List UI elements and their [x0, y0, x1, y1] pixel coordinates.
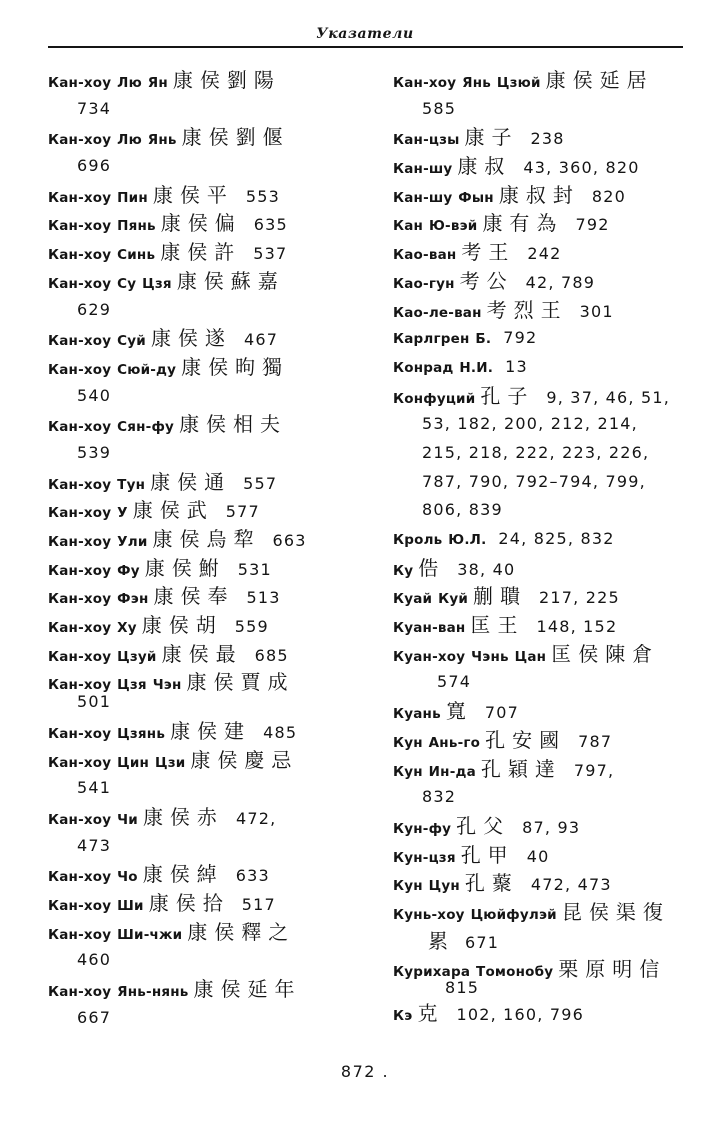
index-entry [393, 353, 693, 382]
entry-name: Кунь-хоу Цюйфулэй [393, 906, 557, 923]
entry-pages: 539 [77, 442, 112, 462]
entry-name: Кан-хоу Чи [48, 811, 138, 828]
entry-pages: 537 [253, 244, 288, 264]
index-entry [48, 582, 348, 611]
entry-pages: 707 [484, 703, 519, 723]
entry-pages: 238 [530, 129, 565, 149]
entry-pages: 13 [505, 356, 528, 376]
entry-name: Кан-хоу Фэн [48, 591, 149, 608]
entry-hanzi: 康有為 [482, 211, 564, 236]
entry-name: Конрад Н.И. [393, 359, 494, 376]
index-entry [48, 209, 348, 238]
entry-pages: 473 [77, 835, 112, 855]
entry-hanzi: 匡王 [470, 613, 525, 638]
entry-hanzi: 孔父 [456, 813, 511, 838]
entry-name: Кун Цун [393, 878, 460, 895]
entry-hanzi: 康叔封 [498, 182, 580, 207]
entry-pages: 217, 225 [539, 588, 620, 608]
index-entry [48, 496, 348, 525]
entry-hanzi: 康侯劉偃 [181, 125, 290, 150]
entry-hanzi: 康侯武 [132, 498, 214, 523]
entry-name: Кан-хоу Цзянь [48, 725, 166, 742]
entry-pages: 574 [437, 672, 472, 692]
entry-name: Кан-хоу Ши-чжи [48, 926, 183, 943]
index-entry [393, 525, 693, 554]
index-entry [48, 746, 348, 803]
index-entry [393, 296, 693, 325]
entry-pages: 472, [235, 808, 277, 828]
entry-pages: 43, 360, 820 [523, 158, 640, 178]
entry-hanzi: 蒯聵 [473, 584, 527, 609]
entry-name: Као-ван [393, 247, 457, 264]
entry-hanzi: 考公 [459, 268, 514, 293]
entry-name: Кан-хоу Чо [48, 869, 138, 886]
entry-hanzi: 栗原明信 [558, 957, 667, 982]
entry-name: Кан-хоу Лю Ян [48, 75, 168, 91]
entry-name: Куань [393, 706, 441, 723]
entry-pages: 148, 152 [536, 617, 618, 637]
entry-hanzi: 康子 [464, 125, 519, 150]
entry-name: Кан-хоу Цзя Чэн [48, 677, 182, 694]
index-entry [393, 209, 693, 238]
entry-pages: 553 [245, 186, 280, 206]
index-entry [393, 324, 693, 353]
index-entry [48, 525, 348, 554]
entry-name: Кан-шу Фын [393, 189, 494, 206]
index-entry [393, 726, 693, 755]
entry-hanzi: 寬 [445, 699, 473, 724]
entry-name: Кун-цзя [393, 849, 456, 866]
entry-hanzi: 康侯延年 [193, 977, 302, 1001]
entry-pages: 460 [77, 950, 112, 970]
entry-name: Кан-хоу Ули [48, 534, 148, 550]
index-entry [393, 812, 693, 841]
entry-name: Кан-хоу Ши [48, 897, 144, 914]
entry-pages: 215, 218, 222, 223, 226, [422, 442, 650, 462]
entry-name: Кан-цзы [393, 132, 460, 149]
entry-hanzi: 俈 [418, 555, 446, 580]
entry-name: Кан-хоу Су Цзя [48, 275, 172, 292]
entry-pages: 577 [225, 502, 260, 522]
index-entry [48, 889, 348, 918]
index-entry [393, 238, 693, 267]
entry-name: Ку [393, 562, 414, 579]
entry-name: Кан-хоу Цин Цзи [48, 754, 186, 771]
entry-name: Кан-хоу Синь [48, 247, 156, 264]
entry-pages: 734 [77, 98, 112, 118]
entry-pages: 517 [241, 894, 276, 914]
entry-hanzi: 康侯綽 [142, 862, 224, 887]
entry-pages: 87, 93 [522, 817, 581, 837]
index-entry [393, 841, 693, 870]
entry-hanzi: 康侯烏犂 [152, 527, 261, 551]
entry-pages: 9, 37, 46, 51, [546, 387, 671, 407]
entry-hanzi: 康侯賈成 [186, 670, 295, 695]
entry-hanzi: 康侯遂 [150, 326, 232, 351]
entry-hanzi: 康侯胡 [141, 613, 223, 638]
entry-hanzi: 康侯通 [150, 469, 232, 494]
index-entry [393, 123, 693, 152]
entry-hanzi: 康侯偏 [160, 211, 242, 236]
index-entry [393, 755, 693, 812]
entry-name: Кан-хоу Тун [48, 476, 146, 493]
entry-pages: 24, 825, 832 [498, 529, 615, 548]
entry-name: Кан-хоу Пянь [48, 218, 156, 235]
entry-pages: 40 [526, 846, 550, 866]
entry-pages: 540 [77, 385, 112, 405]
entry-hanzi: 孔安國 [485, 727, 567, 752]
entry-name: Кан-шу [393, 161, 453, 178]
entry-pages: 635 [253, 215, 288, 235]
entry-hanzi: 匡侯陳倉 [551, 641, 660, 666]
index-entry [48, 803, 348, 860]
entry-hanzi: 孔藂 [464, 871, 519, 896]
entry-name: Кан Ю-вэй [393, 218, 478, 235]
entry-name: Кроль Ю.Л. [393, 532, 487, 548]
entry-name: Кун Ин-да [393, 763, 476, 780]
entry-name: Карлгрен Б. [393, 331, 492, 348]
entry-pages: 53, 182, 200, 212, 214, [422, 414, 638, 434]
entry-pages: 671 [465, 932, 500, 952]
entry-hanzi: 考王 [461, 240, 516, 265]
entry-hanzi: 康叔 [457, 154, 512, 179]
index-entry [48, 975, 348, 1032]
entry-pages: 501 [77, 692, 112, 712]
index-entry [393, 955, 693, 1003]
entry-pages: 832 [422, 787, 457, 807]
header-rule [48, 46, 683, 48]
entry-hanzi: 孔甲 [460, 842, 515, 867]
entry-hanzi: 昆侯渠復 [561, 899, 670, 924]
entry-hanzi: 康侯昫獨 [181, 354, 290, 379]
index-entry [393, 898, 693, 955]
index-entry [48, 353, 348, 410]
entry-pages: 815 [445, 978, 480, 998]
index-entry [48, 181, 348, 210]
index-entry [48, 324, 348, 353]
entry-name: Кан-хоу Сян-фу [48, 419, 175, 436]
entry-hanzi: 康侯延居 [545, 68, 654, 92]
entry-hanzi-continuation: 累 [428, 928, 455, 953]
index-entry [393, 181, 693, 210]
entry-pages: 585 [422, 98, 457, 118]
index-entry [393, 640, 693, 697]
entry-pages: 467 [243, 330, 279, 350]
index-entry [393, 697, 693, 726]
page-number: 872 . [340, 1062, 390, 1081]
running-header: Указатели [316, 26, 414, 42]
entry-pages: 667 [77, 1007, 112, 1027]
entry-name: Кан-хоу Ху [48, 620, 137, 637]
entry-hanzi: 康侯鮒 [144, 555, 226, 580]
entry-hanzi: 康侯奉 [153, 584, 235, 609]
entry-hanzi: 康侯釋之 [187, 919, 296, 944]
entry-name: Кан-хоу Янь-нянь [48, 984, 189, 1000]
entry-pages: 685 [254, 645, 289, 665]
entry-hanzi: 康侯拾 [148, 890, 230, 915]
entry-pages: 102, 160, 796 [456, 1005, 584, 1025]
entry-hanzi: 康侯許 [160, 240, 242, 265]
index-entry [48, 918, 348, 975]
entry-pages: 633 [235, 866, 270, 886]
entry-pages: 472, 473 [530, 875, 612, 895]
entry-hanzi: 康侯最 [161, 641, 243, 666]
index-entry [393, 152, 693, 181]
entry-hanzi: 孔穎達 [480, 756, 562, 781]
index-entry [48, 668, 348, 716]
entry-pages: 797, [573, 760, 615, 780]
index-entry [48, 468, 348, 497]
entry-pages: 301 [579, 301, 614, 321]
index-entry [393, 582, 693, 611]
index-column-right [393, 66, 693, 1028]
index-entry [48, 410, 348, 467]
entry-pages: 531 [237, 559, 272, 579]
entry-pages: 820 [591, 186, 626, 206]
entry-pages: 792 [503, 328, 538, 348]
entry-name: Кан-хоу Лю Янь [48, 132, 177, 149]
entry-pages: 792 [575, 215, 610, 235]
entry-pages: 38, 40 [457, 559, 516, 579]
entry-name: Кун Ань-го [393, 734, 481, 751]
entry-name: Кан-хоу Сюй-ду [48, 361, 177, 378]
index-entry [48, 640, 348, 669]
entry-pages: 629 [77, 299, 112, 319]
entry-pages: 557 [243, 473, 278, 493]
index-entry [393, 66, 693, 123]
entry-hanzi: 康侯赤 [142, 804, 224, 829]
entry-hanzi: 康侯慶忌 [190, 747, 299, 772]
entry-name: Кан-хоу Цзуй [48, 648, 157, 665]
entry-pages: 806, 839 [422, 500, 503, 520]
index-entry [393, 267, 693, 296]
entry-pages: 787, 790, 792–794, 799, [422, 471, 646, 491]
entry-hanzi: 孔子 [480, 383, 535, 408]
entry-hanzi: 康侯蘇嘉 [176, 268, 285, 293]
index-entry [48, 238, 348, 267]
entry-pages: 485 [263, 722, 298, 742]
entry-pages: 242 [527, 244, 562, 264]
entry-name: Као-гун [393, 275, 455, 292]
entry-name: Кан-хоу У [48, 505, 128, 522]
entry-name: Куай Куй [393, 591, 468, 608]
entry-name: Кан-хоу Янь Цзюй [393, 75, 541, 91]
entry-pages: 513 [246, 588, 281, 608]
entry-name: Кан-хоу Суй [48, 333, 146, 350]
index-column-left [48, 66, 348, 1032]
entry-hanzi: 克 [417, 1001, 445, 1026]
entry-pages: 696 [77, 156, 112, 176]
entry-hanzi: 康侯建 [170, 718, 252, 743]
entry-hanzi: 考烈王 [486, 297, 568, 322]
index-entry [48, 860, 348, 889]
entry-name: Кэ [393, 1008, 413, 1025]
index-entry [393, 999, 693, 1028]
index-entry [48, 267, 348, 324]
entry-pages: 663 [272, 531, 307, 550]
entry-name: Куан-хоу Чэнь Цан [393, 648, 547, 665]
index-entry [48, 123, 348, 180]
entry-pages: 787 [578, 731, 613, 751]
index-entry [48, 66, 348, 123]
entry-pages: 541 [77, 778, 112, 798]
index-entry [393, 382, 693, 525]
entry-hanzi: 康侯劉陽 [172, 68, 281, 92]
entry-name: Конфуций [393, 390, 476, 407]
entry-name: Куан-ван [393, 620, 466, 637]
index-entry [48, 554, 348, 583]
entry-pages: 559 [234, 617, 269, 637]
entry-pages: 42, 789 [525, 272, 596, 292]
entry-name: Кан-хоу Фу [48, 562, 140, 579]
entry-name: Курихара Томонобу [393, 964, 554, 981]
index-entry [48, 717, 348, 746]
entry-name: Као-ле-ван [393, 304, 482, 321]
index-entry [393, 869, 693, 898]
entry-hanzi: 康侯平 [152, 182, 234, 207]
index-entry [48, 611, 348, 640]
entry-hanzi: 康侯相夫 [179, 412, 288, 437]
index-entry [393, 554, 693, 583]
index-entry [393, 611, 693, 640]
entry-name: Кун-фу [393, 820, 452, 837]
entry-name: Кан-хоу Пин [48, 189, 148, 206]
